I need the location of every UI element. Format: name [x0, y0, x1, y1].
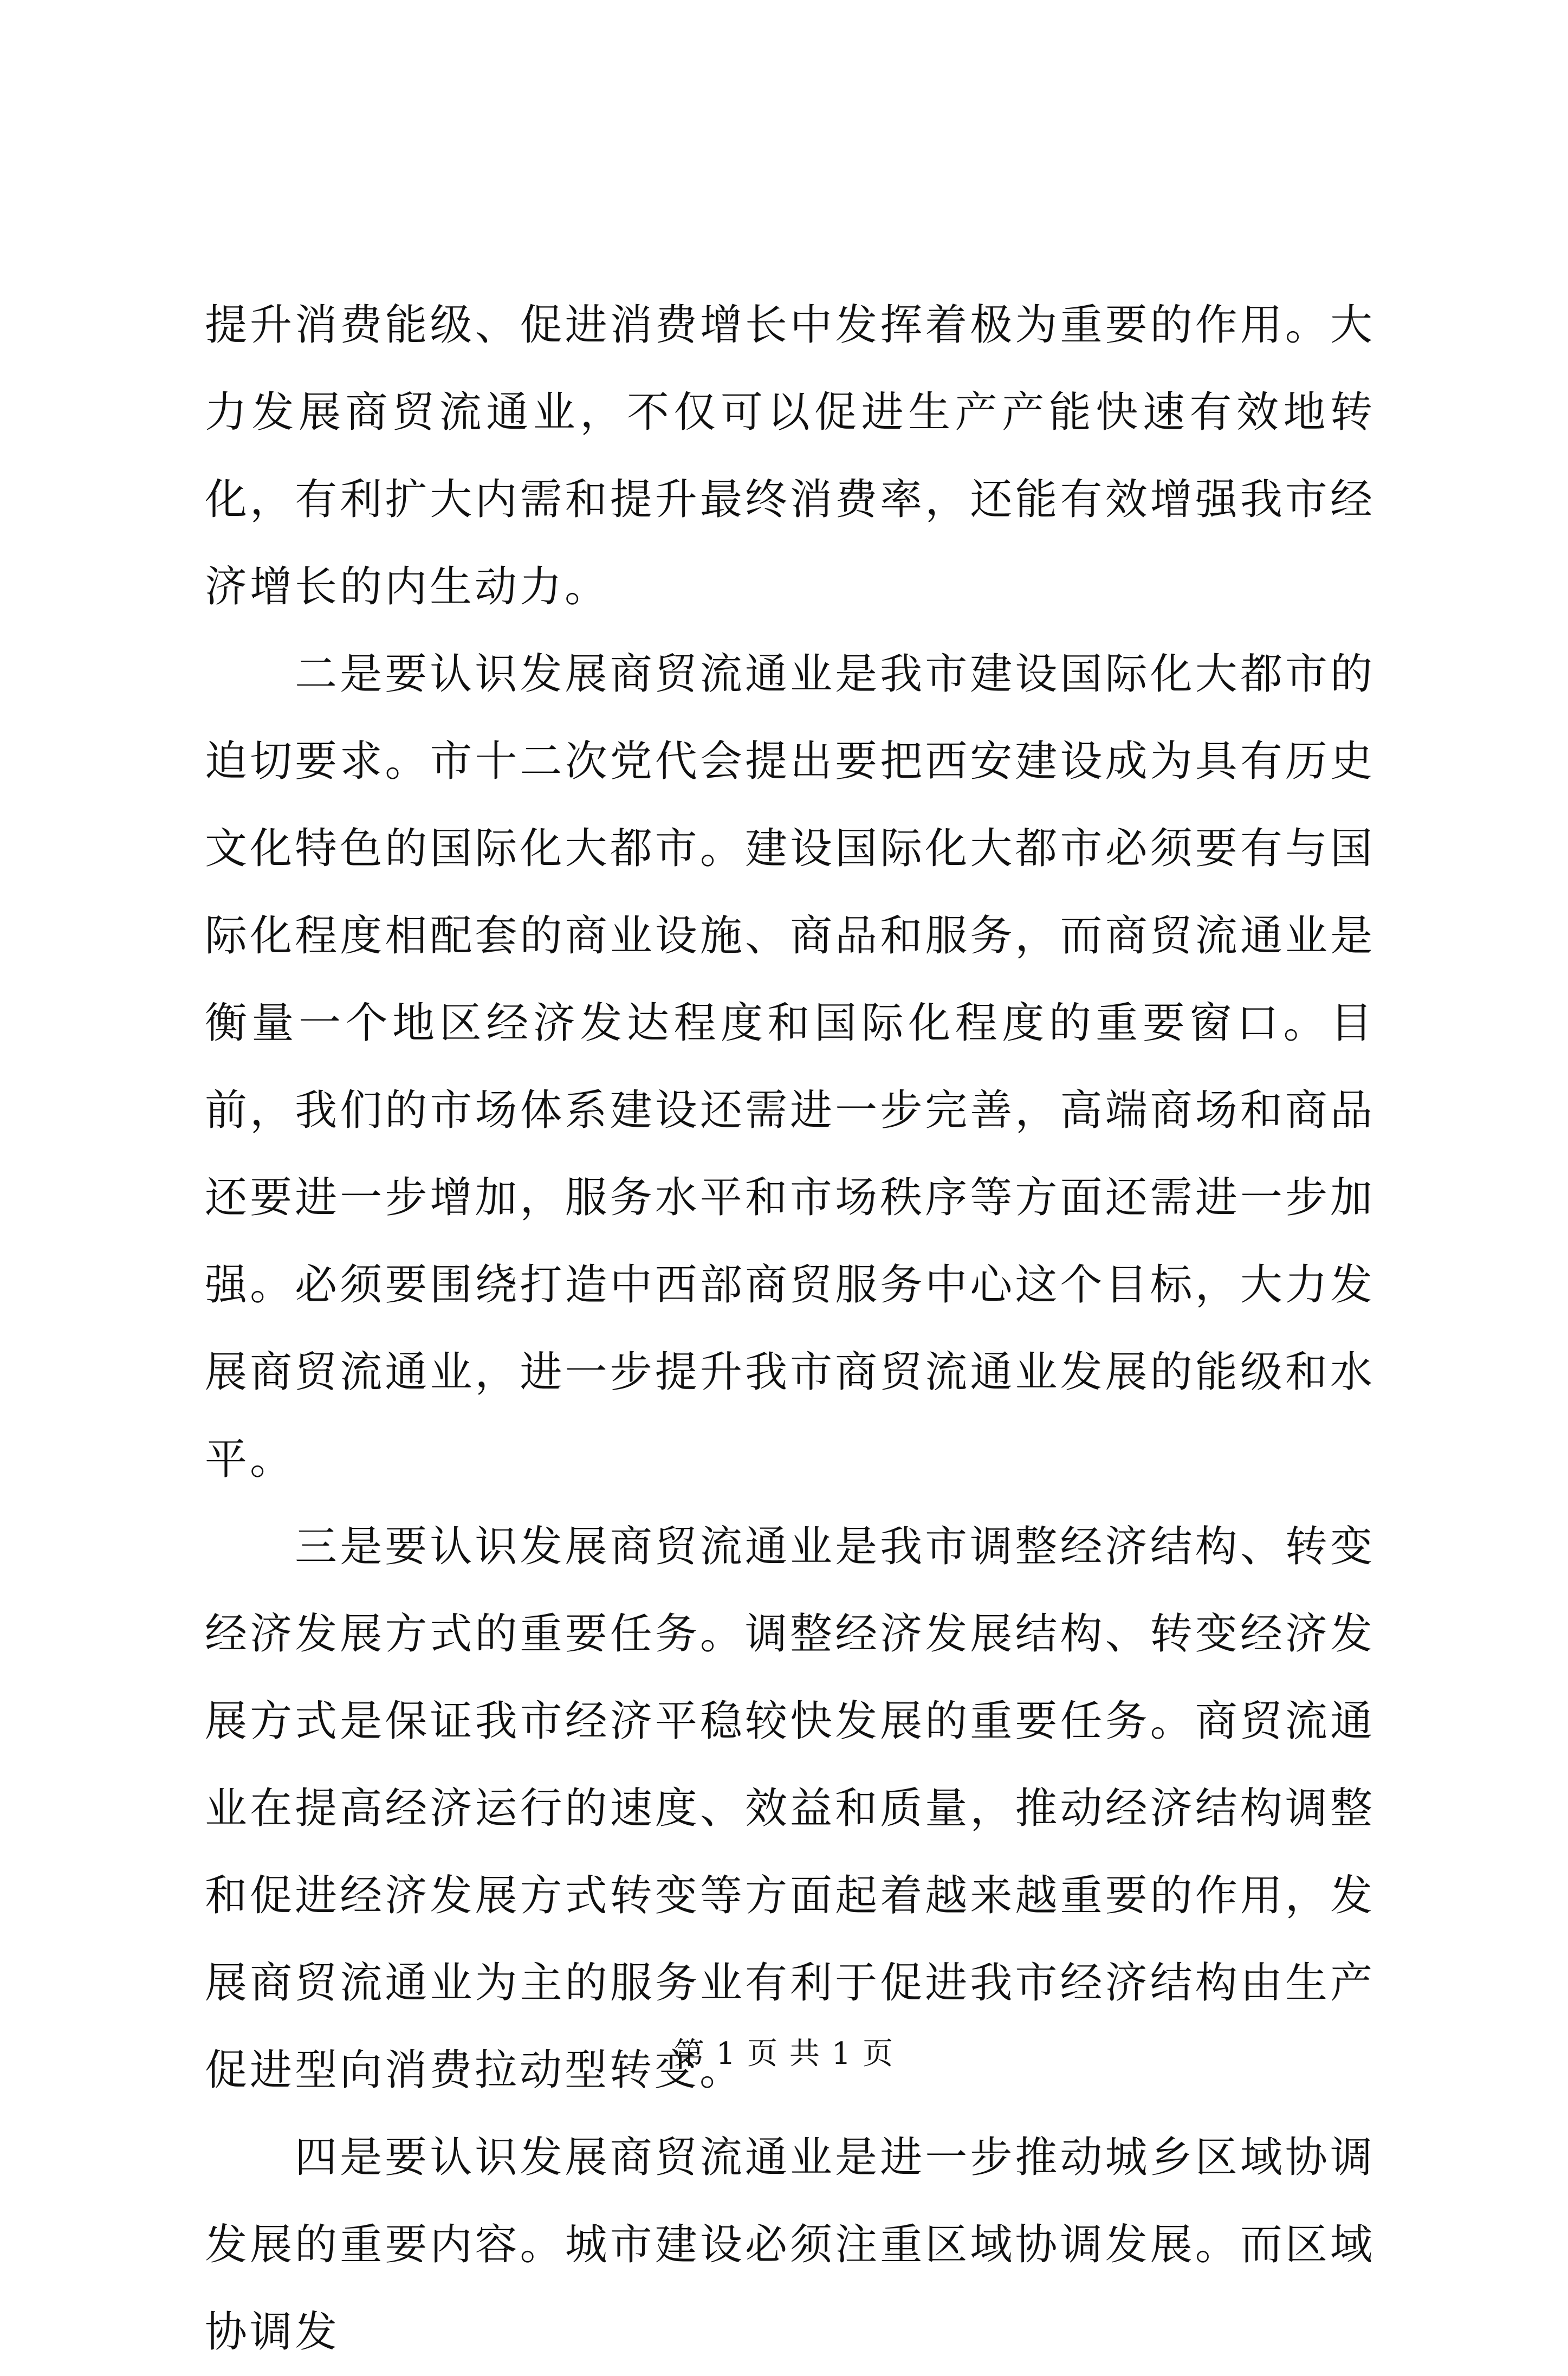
paragraph-4: 四是要认识发展商贸流通业是进一步推动城乡区域协调发展的重要内容。城市建设必须注重区域协调发展。而区域协调发 — [205, 2133, 1375, 2356]
paragraph-3: 三是要认识发展商贸流通业是我市调整经济结构、转变经济发展方式的重要任务。调整经济发展结构、转变经济发展方式是保证我市经济平稳较快发展的重要任务。商贸流通业在提高经济运行的速度、效益和质量，推动经济结构调整和促进经济发展方式转变等方面起着越来越重要的作用，发展商贸流通业为主的服务业有利于促进我市经济结构由生产促进型向消费拉动型转变。 — [205, 1522, 1375, 2095]
page-footer: 第 1 页 共 1 页 — [673, 2036, 895, 2071]
paragraph-2: 二是要认识发展商贸流通业是我市建设国际化大都市的迫切要求。市十二次党代会提出要把西安建设成为具有历史文化特色的国际化大都市。建设国际化大都市必须要有与国际化程度相配套的商业设施、商品和服务，而商贸流通业是衡量一个地区经济发达程度和国际化程度的重要窗口。目前，我们的市场体系建设还需进一步完善，高端商场和商品还要进一步增加，服务水平和市场秩序等方面还需进一步加强。必须要围绕打造中西部商贸服务中心这个目标，大力发展商贸流通业，进一步提升我市商贸流通业发展的能级和水平。 — [205, 650, 1375, 1484]
paragraph-1: 提升消费能级、促进消费增长中发挥着极为重要的作用。大力发展商贸流通业，不仅可以促进生产产能快速有效地转化，有利扩大内需和提升最终消费率，还能有效增强我市经济增长的内生动力。 — [205, 301, 1375, 611]
